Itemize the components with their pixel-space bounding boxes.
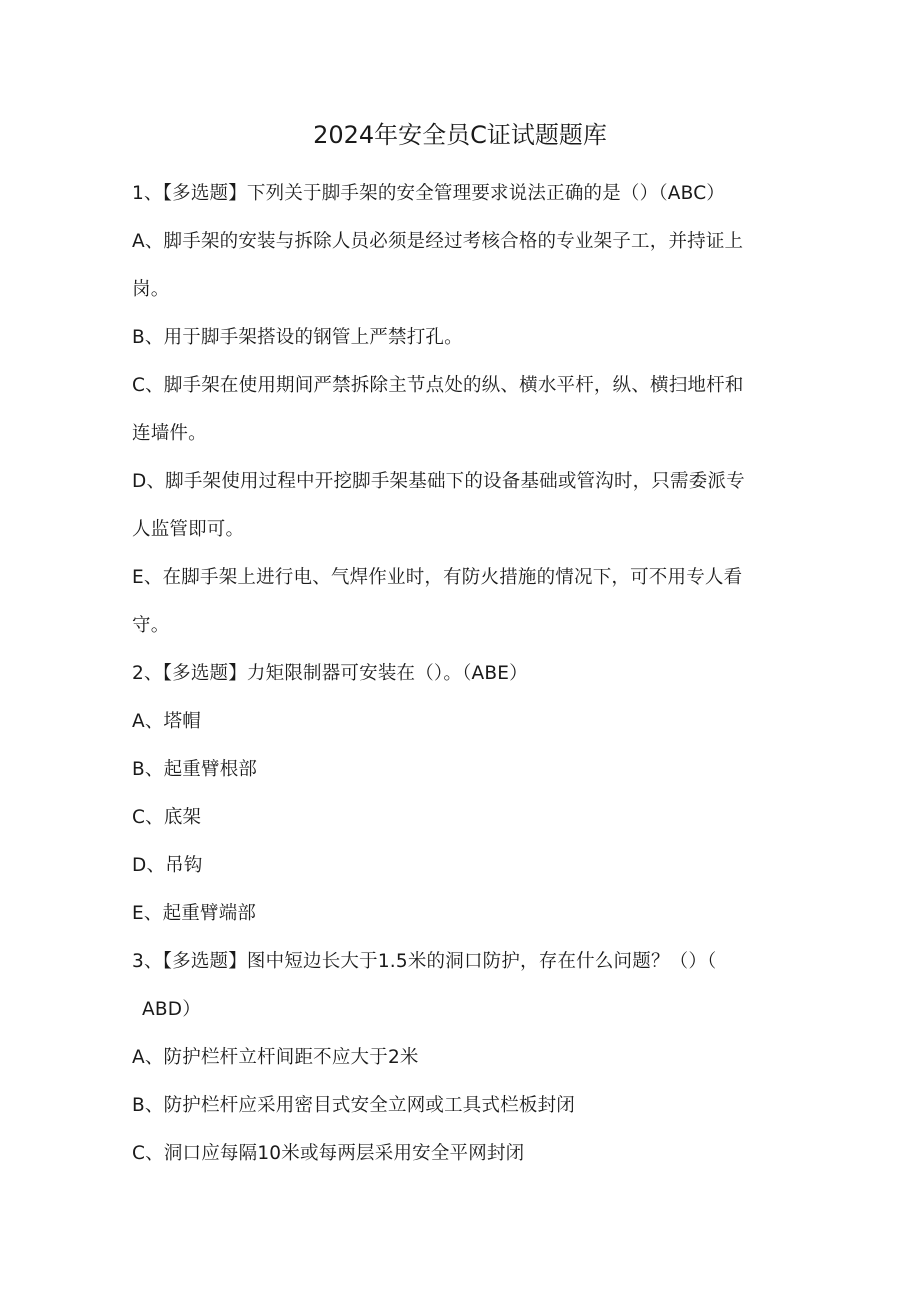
question-3-option-b: B、防护栏杆应采用密目式安全立网或工具式栏板封闭 [132,1095,575,1116]
question-2-option-d: D、吊钩 [132,855,203,876]
question-2-option-a: A、塔帽 [132,711,201,732]
question-1-stem: 1、【多选题】下列关于脚手架的安全管理要求说法正确的是（）（ABC） [132,183,726,204]
question-2-option-c: C、底架 [132,807,202,828]
question-1-option-a-cont: 岗。 [132,279,170,300]
question-3-option-c: C、洞口应每隔10米或每两层采用安全平网封闭 [132,1143,525,1164]
question-2-option-e: E、起重臂端部 [132,903,257,924]
question-1-option-d-cont: 人监管即可。 [132,519,245,540]
question-1-option-a: A、脚手架的安装与拆除人员必须是经过考核合格的专业架子工，并持证上 [132,231,744,252]
question-2-option-b: B、起重臂根部 [132,759,258,780]
question-list [132,170,792,1178]
question-2-stem: 2、【多选题】力矩限制器可安装在（）。（ABE） [132,663,528,684]
question-3-stem: 3、【多选题】图中短边长大于1.5米的洞口防护，存在什么问题？（）（ [132,951,717,972]
question-1-option-c-cont: 连墙件。 [132,423,207,444]
document-title: 2024年安全员C证试题题库 [313,121,607,149]
question-1-option-c: C、脚手架在使用期间严禁拆除主节点处的纵、横水平杆，纵、横扫地杆和 [132,375,744,396]
question-1-option-e: E、在脚手架上进行电、气焊作业时，有防火措施的情况下，可不用专人看 [132,567,743,588]
question-1-option-e-cont: 守。 [132,615,170,636]
question-1-option-b: B、用于脚手架搭设的钢管上严禁打孔。 [132,327,463,348]
question-3-option-a: A、防护栏杆立杆间距不应大于2米 [132,1047,419,1068]
question-3-stem-cont: ABD） [142,999,201,1020]
question-1-option-d: D、脚手架使用过程中开挖脚手架基础下的设备基础或管沟时，只需委派专 [132,471,745,492]
